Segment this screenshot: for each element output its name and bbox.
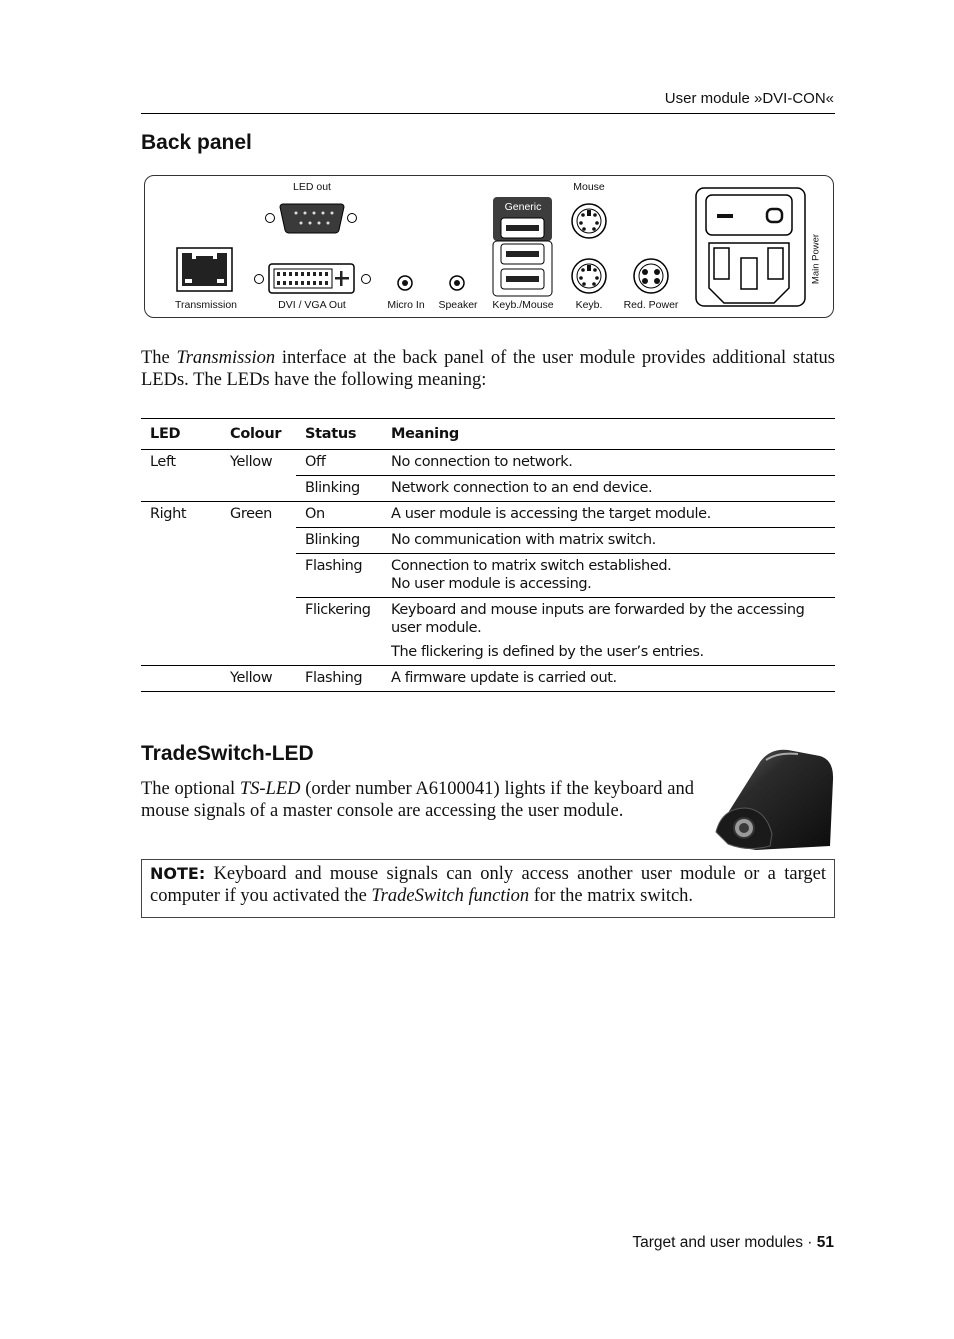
main-power-label: Main Power xyxy=(810,233,822,285)
led-cell xyxy=(141,666,221,692)
tradeswitch-heading: TradeSwitch-LED xyxy=(141,742,314,765)
rj45-port-icon xyxy=(177,248,232,291)
col-header-colour: Colour xyxy=(221,419,296,450)
note-box: NOTE: Keyboard and mouse signals can only access another user module or a target computer if you activated the TradeSwitch function for the matrix switch. xyxy=(141,859,835,918)
back-panel-heading: Back panel xyxy=(141,131,252,154)
table-row xyxy=(141,666,835,692)
led-out-label: LED out xyxy=(293,181,331,193)
ts-led-device-image xyxy=(708,746,836,852)
status-cell: Off xyxy=(296,450,382,476)
meaning-cell: Network connection to an end device. xyxy=(382,476,835,502)
intro-paragraph: The Transmission interface at the back panel of the user module provides additional status LEDs. The LEDs have the following meaning: xyxy=(141,348,835,390)
status-cell: Flashing xyxy=(296,666,382,692)
mouse-label: Mouse xyxy=(573,181,605,193)
keyb-label: Keyb. xyxy=(575,299,603,311)
colour-cell: Yellow xyxy=(230,454,273,470)
meaning-cell: A firmware update is carried out. xyxy=(382,666,835,692)
led-cell xyxy=(141,476,221,502)
meaning-cell: A user module is accessing the target module. xyxy=(382,502,835,528)
led-cell xyxy=(141,528,221,554)
red-power-port-icon xyxy=(634,259,668,293)
colour-cell: Green xyxy=(230,506,272,522)
transmission-label: Transmission xyxy=(174,299,238,311)
colour-cell xyxy=(221,476,296,502)
table-row xyxy=(141,598,835,666)
ps2-keyboard-port-icon xyxy=(572,259,606,293)
tradeswitch-paragraph: The optional TS-LED (order number A6100041) lights if the keyboard and mouse signals of a master console are accessing the user module. xyxy=(141,779,694,821)
ps2-mouse-port-icon xyxy=(572,204,606,238)
col-header-led: LED xyxy=(141,419,221,450)
col-header-status: Status xyxy=(296,419,382,450)
table-row xyxy=(141,450,835,476)
led-meaning-table xyxy=(141,418,835,692)
keyb-mouse-label: Keyb./Mouse xyxy=(492,299,554,311)
dvi-vga-out-label: DVI / VGA Out xyxy=(278,299,346,311)
red-power-label: Red. Power xyxy=(623,299,679,311)
meaning-cell: Connection to matrix switch established. No user module is accessing. xyxy=(382,554,835,598)
status-cell: Flickering xyxy=(296,598,382,666)
dvi-port-icon xyxy=(255,264,371,293)
colour-cell: Yellow xyxy=(221,666,296,692)
status-cell: On xyxy=(296,502,382,528)
micro-in-jack-icon xyxy=(398,276,412,290)
meaning-cell: No communication with matrix switch. xyxy=(382,528,835,554)
led-cell xyxy=(141,598,221,666)
led-out-port-icon xyxy=(266,204,357,233)
back-panel-illustration xyxy=(144,175,834,318)
table-row xyxy=(141,476,835,502)
meaning-cell: No connection to network. xyxy=(382,450,835,476)
running-head: User module »DVI-CON« xyxy=(664,90,834,107)
colour-cell xyxy=(221,598,296,666)
colour-cell xyxy=(221,554,296,598)
page-number: 51 xyxy=(816,1234,834,1251)
footer-section: Target and user modules · xyxy=(632,1234,817,1251)
table-header-row xyxy=(141,419,835,450)
status-cell: Blinking xyxy=(296,476,382,502)
colour-cell xyxy=(221,528,296,554)
status-cell: Flashing xyxy=(296,554,382,598)
speaker-label: Speaker xyxy=(438,299,478,311)
status-cell: Blinking xyxy=(296,528,382,554)
table-row xyxy=(141,554,835,598)
led-cell xyxy=(141,554,221,598)
micro-in-label: Micro In xyxy=(387,299,425,311)
table-row xyxy=(141,528,835,554)
generic-label: Generic xyxy=(504,201,542,213)
led-cell: Right xyxy=(150,506,187,522)
led-cell: Left xyxy=(150,454,176,470)
meaning-cell: Keyboard and mouse inputs are forwarded by the accessing user module. The flickering is defined by the user’s entries. xyxy=(382,598,835,666)
speaker-jack-icon xyxy=(450,276,464,290)
main-power-socket-icon xyxy=(696,188,805,306)
table-row xyxy=(141,502,835,528)
page-footer xyxy=(632,1234,834,1252)
header-rule xyxy=(141,113,835,114)
back-panel-drawing xyxy=(144,175,834,318)
note-label: NOTE: xyxy=(150,864,206,883)
col-header-meaning: Meaning xyxy=(382,419,835,450)
